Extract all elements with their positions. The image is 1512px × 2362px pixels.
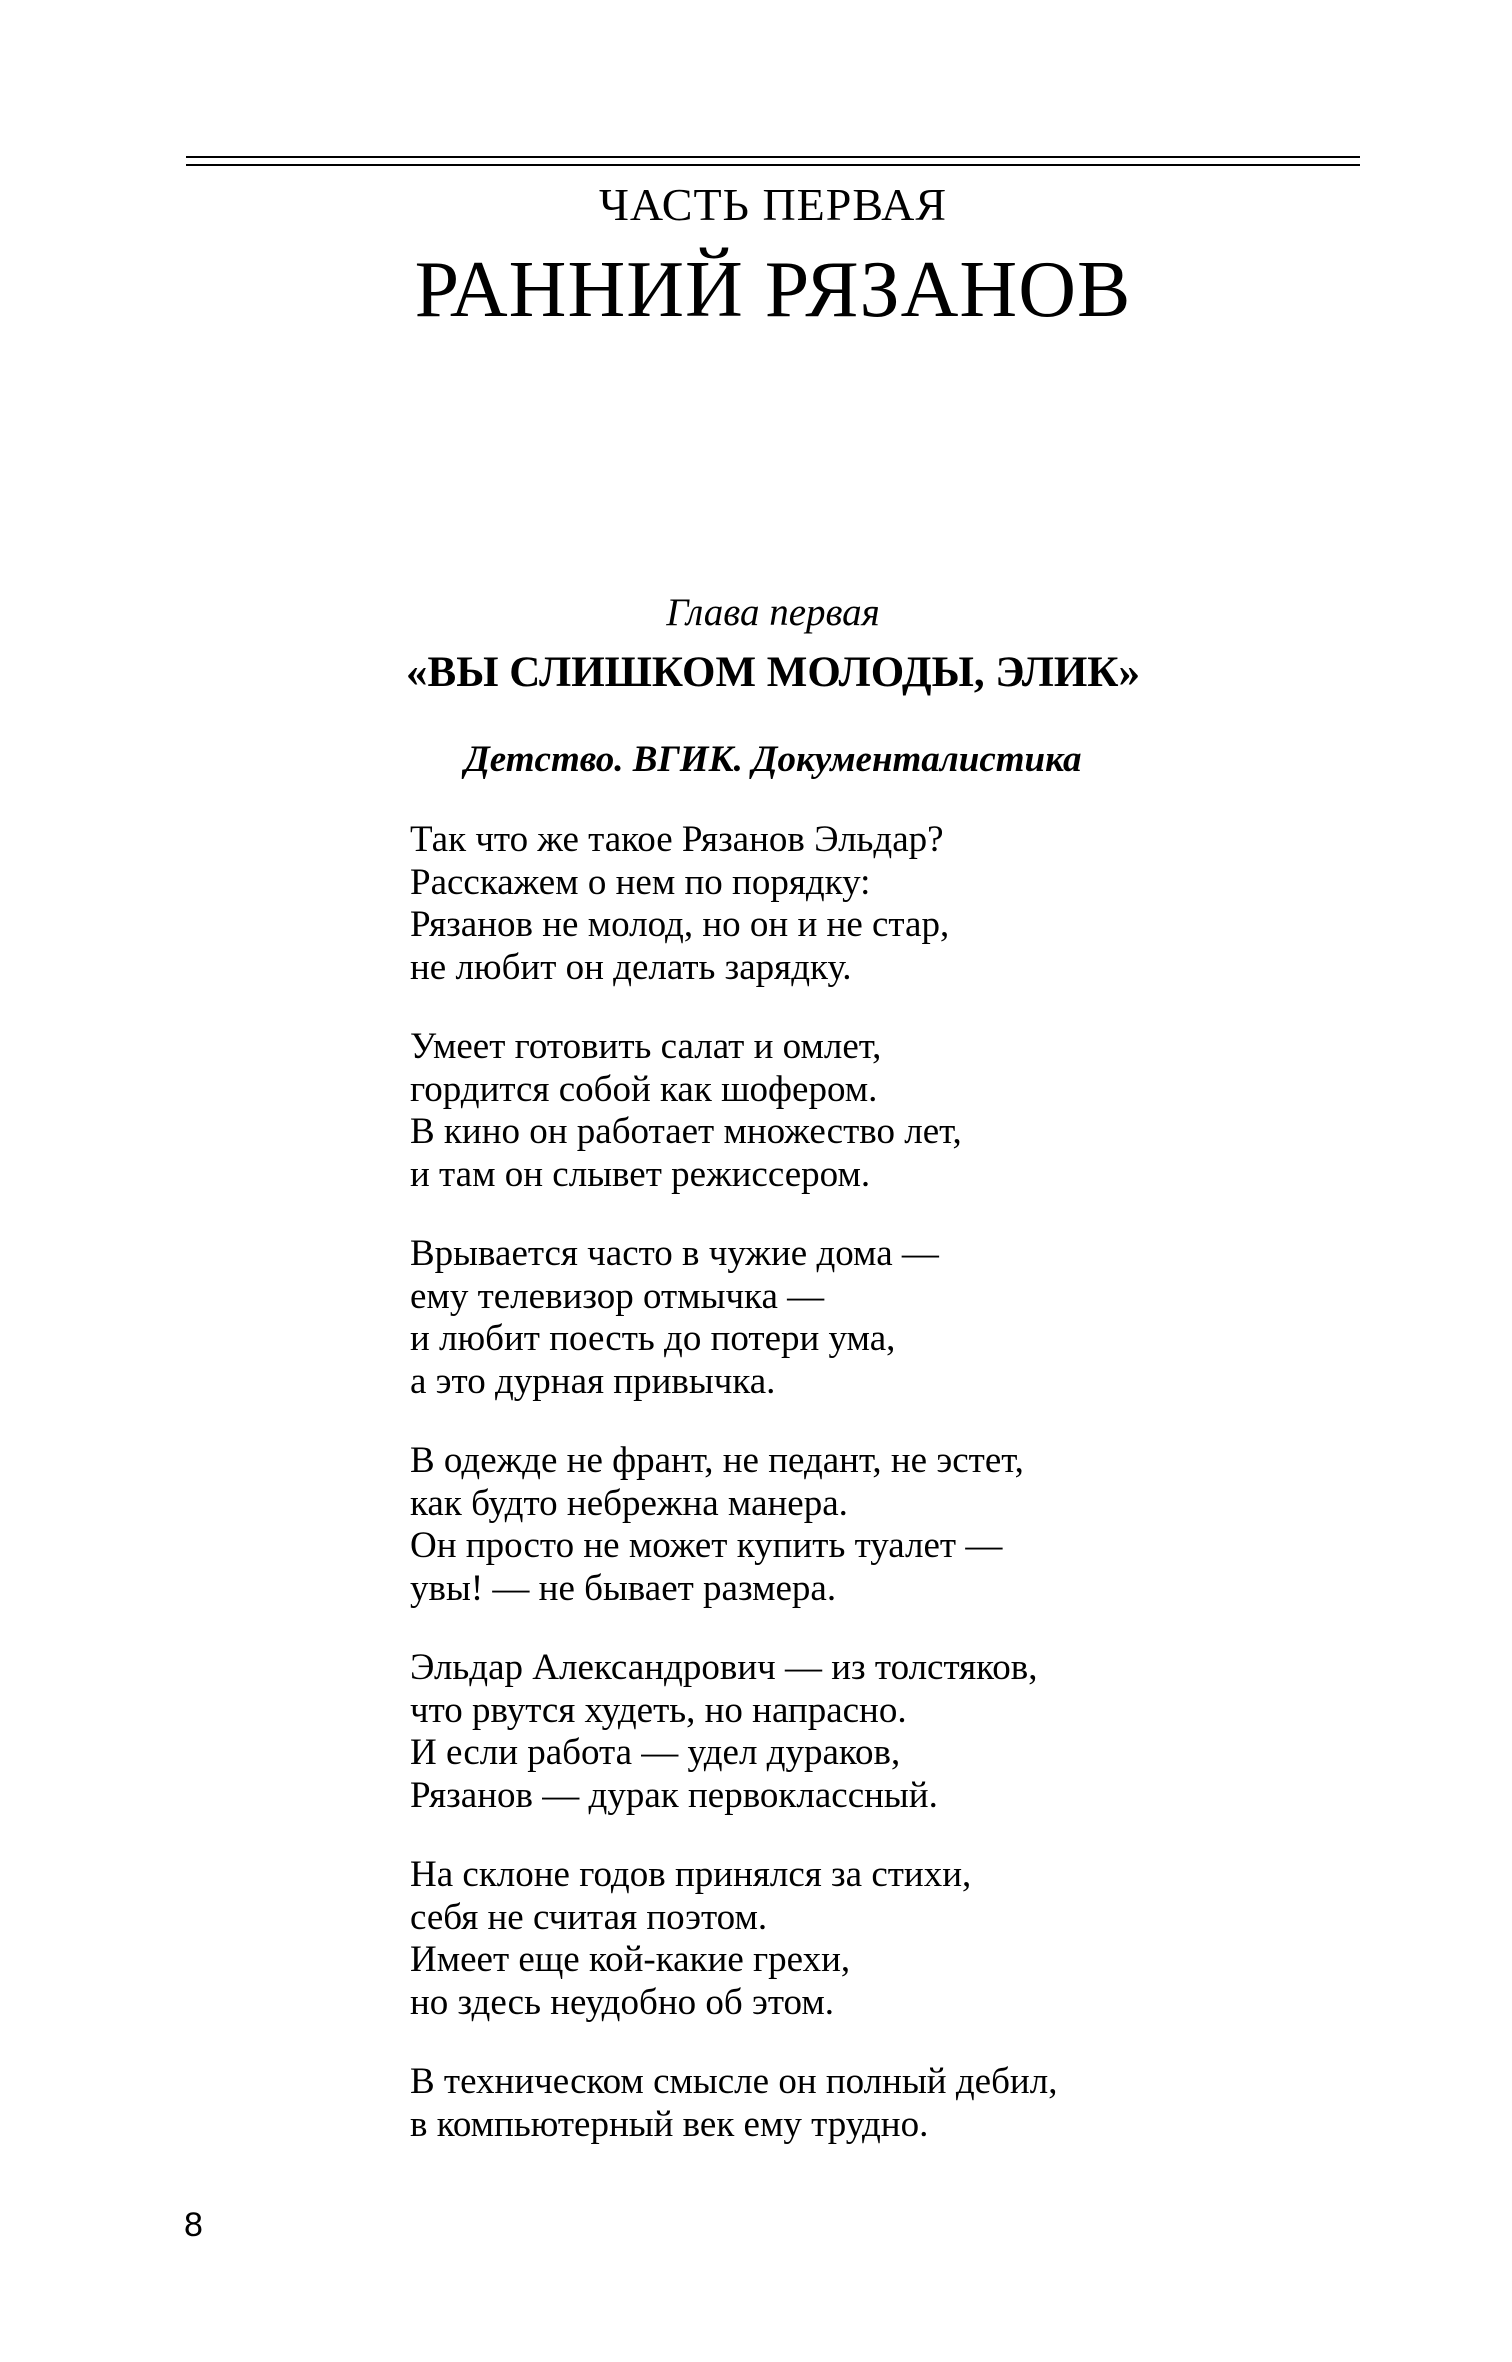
poem-line: В кино он работает множество лет, xyxy=(410,1111,962,1152)
poem-line: в компьютерный век ему трудно. xyxy=(410,2103,929,2145)
poem-line: увы! — не бывает размера. xyxy=(410,1567,837,1609)
poem-line: Он просто не может купить туалет — xyxy=(410,1525,1003,1566)
poem-line: а это дурная привычка. xyxy=(410,1360,776,1402)
poem-line: Рязанов — дурак первоклассный. xyxy=(410,1774,938,1816)
poem-line: как будто небрежна манера. xyxy=(410,1482,848,1524)
poem-line: Эльдар Александрович — из толстяков, xyxy=(410,1647,1038,1688)
poem-line: себя не считая поэтом. xyxy=(410,1896,768,1938)
poem-stanza xyxy=(410,1233,1330,1403)
poem-line: В техническом смысле он полный дебил, xyxy=(410,2061,1058,2102)
poem-line: На склоне годов принялся за стихи, xyxy=(410,1854,972,1895)
poem-stanza xyxy=(410,1647,1330,1817)
chapter-subtitle: Детство. ВГИК. Документалистика xyxy=(464,739,1082,780)
poem-line: гордится собой как шофером. xyxy=(410,1068,878,1110)
poem-line: но здесь неудобно об этом. xyxy=(410,1981,834,2023)
part-label: ЧАСТЬ ПЕРВАЯ xyxy=(598,179,948,230)
header-rule-bottom xyxy=(186,164,1360,166)
poem-line: Врывается часто в чужие дома — xyxy=(410,1233,939,1274)
poem-line: Расскажем о нем по порядку: xyxy=(410,861,871,903)
poem-line: и там он слывет режиссером. xyxy=(410,1153,871,1195)
poem-line: что рвутся худеть, но напрасно. xyxy=(410,1689,907,1731)
poem-line: И если работа — удел дураков, xyxy=(410,1732,901,1773)
chapter-label: Глава первая xyxy=(666,591,880,634)
poem-stanza xyxy=(410,1440,1330,1610)
poem-stanza xyxy=(410,2061,1330,2146)
poem-line: не любит он делать зарядку. xyxy=(410,946,852,988)
poem-line: Так что же такое Рязанов Эльдар? xyxy=(410,819,944,860)
poem-stanza xyxy=(410,1854,1330,2024)
poem-line: Рязанов не молод, но он и не стар, xyxy=(410,904,950,945)
chapter-title: «ВЫ СЛИШКОМ МОЛОДЫ, ЭЛИК» xyxy=(406,649,1140,696)
poem-line: Умеет готовить салат и омлет, xyxy=(410,1026,882,1067)
poem-line: Имеет еще кой-какие грехи, xyxy=(410,1939,851,1980)
poem-line: и любит поесть до потери ума, xyxy=(410,1318,896,1359)
part-title: РАННИЙ РЯЗАНОВ xyxy=(414,246,1132,334)
poem-line: ему телевизор отмычка — xyxy=(410,1275,825,1317)
poem-stanza xyxy=(410,819,1330,989)
header-rule-top xyxy=(186,156,1360,158)
poem-stanza xyxy=(410,1026,1330,1196)
poem xyxy=(410,819,1330,2146)
poem-line: В одежде не франт, не педант, не эстет, xyxy=(410,1440,1024,1481)
page-number: 8 xyxy=(184,2206,203,2244)
